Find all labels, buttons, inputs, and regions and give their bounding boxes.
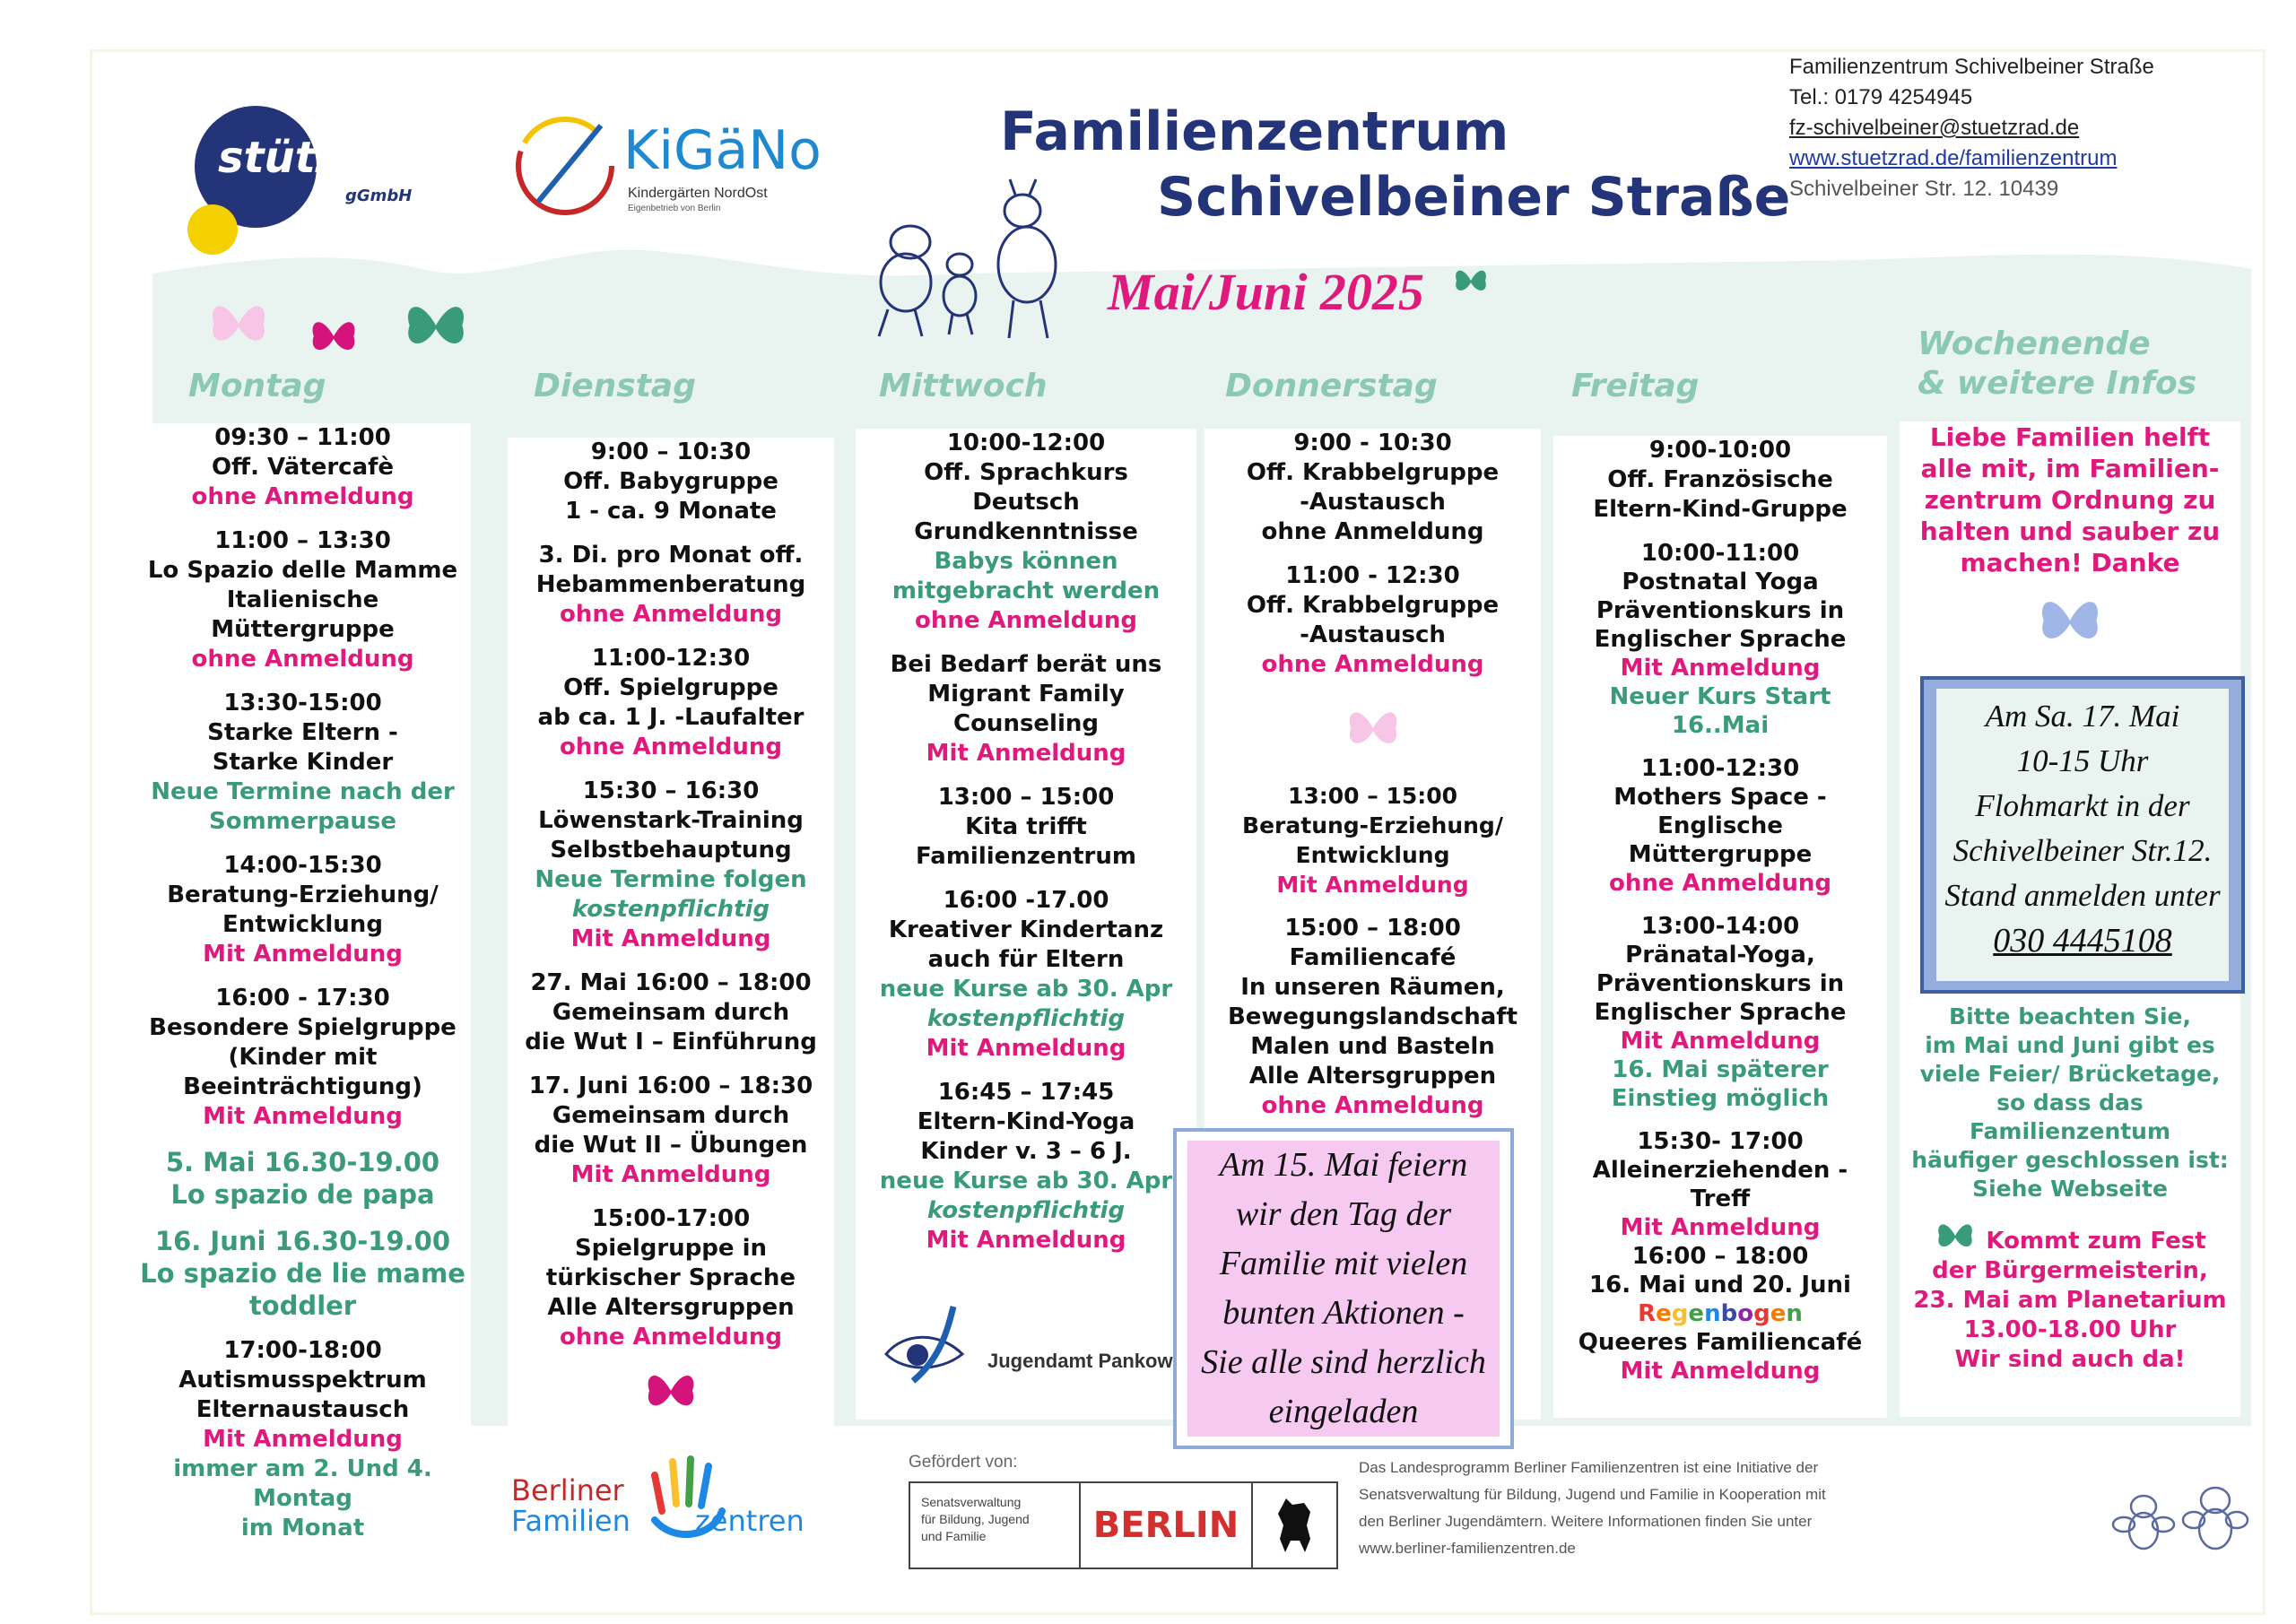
contact-phone: Tel.: 0179 4254945: [1789, 85, 1973, 109]
event-title: Off. Spielgruppe: [563, 674, 778, 701]
fest-line: [1900, 1218, 2240, 1256]
event-time: 27. Mai 16:00 – 18:00: [530, 969, 812, 996]
weekend-header-line1: Wochenende: [1918, 326, 2151, 362]
event-title: Selbstbehauptung: [550, 837, 792, 864]
event-time: 09:30 – 11:00: [214, 424, 391, 451]
event-time: 9:00 - 10:30: [1293, 430, 1452, 456]
butterfly-icon: [1344, 703, 1402, 753]
event-monday-1: [135, 423, 471, 512]
jugendamt-logo-mark: [877, 1305, 976, 1385]
event-time: 9:00-10:00: [1648, 437, 1792, 464]
appeal-line: halten und sauber zu: [1919, 517, 2221, 546]
event-time: 17. Juni 16:00 – 18:30: [528, 1073, 813, 1099]
event-thursday-2: [1205, 561, 1541, 680]
info-note: Sommerpause: [208, 808, 396, 835]
registration-note: Mit Anmeldung: [203, 941, 403, 968]
event-monday-8: [135, 1336, 471, 1543]
event-title: Entwicklung: [1295, 842, 1450, 868]
contact-website[interactable]: www.stuetzrad.de/familienzentrum: [1789, 146, 2118, 170]
jugendamt-label: Jugendamt Pankow: [987, 1350, 1173, 1372]
appeal-line: Liebe Familien helft: [1929, 422, 2211, 452]
page-title-line1: Familienzentrum: [1000, 100, 1509, 163]
fest-line-text: Kommt zum Fest: [1986, 1228, 2206, 1255]
event-title: Deutsch: [972, 489, 1080, 516]
fest-line: Wir sind auch da!: [1954, 1346, 2186, 1373]
info-note: neue Kurse ab 30. Apr: [879, 1168, 1173, 1194]
day-header-friday: Freitag: [1571, 368, 1700, 404]
event-thursday-1: [1205, 429, 1541, 547]
stuetzrad-sub: gGmbH: [345, 187, 413, 205]
flohmarkt-callout: [1920, 676, 2245, 994]
rainbow-letter: R: [1638, 1300, 1657, 1327]
berlin-wordmark: BERLIN: [1081, 1483, 1253, 1568]
event-friday-1: [1553, 436, 1887, 525]
event-time: 14:00-15:30: [223, 852, 382, 879]
registration-note: Mit Anmeldung: [203, 1103, 403, 1130]
event-title: Bewegungslandschaft: [1227, 1003, 1518, 1030]
info-note: neue Kurse ab 30. Apr: [879, 976, 1173, 1003]
period-heading: Mai/Juni 2025: [1108, 263, 1424, 321]
event-title: Familienzentrum: [916, 843, 1136, 870]
event-title: Off. Krabbelgruppe: [1246, 459, 1500, 486]
event-title: Lo spazio de papa: [170, 1179, 435, 1210]
contact-org: Familienzentrum Schivelbeiner Straße: [1789, 55, 2154, 79]
event-title: 1 - ca. 9 Monate: [565, 498, 777, 525]
butterfly-icon: [2034, 591, 2106, 650]
notice-line: viele Feier/ Brücketage,: [1919, 1061, 2221, 1087]
notice-line: so dass das: [1996, 1090, 2144, 1116]
kigano-wordmark: KiGäNo: [623, 119, 822, 182]
event-date: 16. Juni 16.30-19.00: [154, 1226, 451, 1256]
event-time: 16:00 – 18:00: [1631, 1243, 1809, 1270]
rainbow-letter: g: [1753, 1300, 1770, 1327]
contact-block: [1789, 52, 2154, 204]
event-title: Lo Spazio delle Mamme: [147, 557, 458, 584]
info-note: 16. Mai späterer: [1612, 1056, 1829, 1083]
rainbow-letter: e: [1770, 1300, 1787, 1327]
event-time: 10:00-12:00: [946, 430, 1106, 456]
column-tuesday: [508, 438, 834, 1429]
day-header-thursday: Donnerstag: [1225, 368, 1438, 404]
kigano-logo-mark: [511, 112, 628, 220]
event-title: Autismusspektrum: [178, 1367, 427, 1394]
family-day-line: wir den Tag der: [1235, 1195, 1452, 1233]
rainbow-letter: e: [1656, 1300, 1672, 1327]
column-friday: [1553, 436, 1887, 1418]
footer-note: [1359, 1455, 2005, 1562]
event-title: -Austausch: [1300, 621, 1446, 648]
event-title: Englischer Sprache: [1594, 999, 1847, 1026]
registration-note: Mit Anmeldung: [1620, 655, 1821, 682]
contact-email[interactable]: fz-schivelbeiner@stuetzrad.de: [1789, 116, 2080, 140]
fest-line: 13.00-18.00 Uhr: [1963, 1316, 2177, 1343]
event-friday-4: [1553, 912, 1887, 1113]
event-monday-5: [135, 984, 471, 1132]
jugendamt-logo: [877, 1305, 1173, 1385]
event-tuesday-6: [508, 1072, 834, 1190]
event-title: Postnatal Yoga: [1622, 569, 1819, 595]
fest-line: der Bürgermeisterin,: [1932, 1257, 2208, 1284]
rainbow-letter: e: [1688, 1300, 1705, 1327]
event-title: Off. Babygruppe: [563, 468, 778, 495]
flohmarkt-phone[interactable]: 030 4445108: [1993, 922, 2172, 960]
notice-line: Bitte beachten Sie,: [1949, 1003, 2191, 1029]
notice-line: im Mai und Juni gibt es: [1925, 1032, 2215, 1058]
event-title: Starke Eltern -: [207, 719, 398, 746]
berlin-bear-icon: [1253, 1483, 1336, 1568]
rainbow-letter: g: [1671, 1300, 1689, 1327]
flohmarkt-line: Schivelbeiner Str.12.: [1952, 833, 2213, 868]
event-title: Spielgruppe in: [574, 1235, 768, 1262]
cost-note: kostenpflichtig: [926, 1005, 1126, 1032]
event-title: Alle Altersgruppen: [1248, 1063, 1497, 1090]
registration-note: Mit Anmeldung: [570, 1161, 771, 1188]
day-header-weekend: [1918, 325, 2196, 404]
event-time: 15:00 – 18:00: [1284, 915, 1461, 942]
event-title: Off. Sprachkurs: [924, 459, 1128, 486]
flohmarkt-callout-body: [1936, 689, 2229, 981]
event-title: 3. Di. pro Monat off.: [538, 542, 804, 569]
event-title: Off. Vätercafè: [211, 454, 395, 481]
event-friday-3: [1553, 754, 1887, 898]
cost-note: kostenpflichtig: [571, 896, 770, 923]
event-time: 15:30- 17:00: [1637, 1128, 1804, 1155]
bug-icon: [2108, 1475, 2260, 1556]
event-title: Off. Französische: [1607, 466, 1833, 493]
event-title: Alle Altersgruppen: [547, 1294, 795, 1321]
event-time: 11:00-12:30: [591, 645, 751, 672]
footer-line: den Berliner Jugendämtern. Weitere Informationen finden Sie unter: [1359, 1513, 1813, 1530]
event-title: Eltern-Kind-Yoga: [917, 1108, 1135, 1135]
kigano-logo: [511, 112, 834, 220]
butterfly-icon: [399, 296, 473, 355]
event-title: ab ca. 1 J. -Laufalter: [537, 704, 804, 731]
event-monday-2: [135, 526, 471, 674]
event-time: 11:00 – 13:30: [214, 527, 391, 554]
event-title: Präventionskurs in: [1596, 970, 1845, 997]
butterfly-icon: [204, 296, 273, 352]
event-tuesday-5: [508, 968, 834, 1057]
stuetzrad-logo: [184, 106, 426, 258]
event-time: 16:45 – 17:45: [937, 1079, 1115, 1106]
event-date: 5. Mai 16.30-19.00: [165, 1147, 440, 1177]
event-title: Italienische Müttergruppe: [211, 586, 395, 643]
rainbow-letter: o: [1737, 1300, 1754, 1327]
event-title: Treff: [1690, 1185, 1751, 1212]
day-header-monday: Montag: [188, 368, 326, 404]
family-day-line: Familie mit vielen: [1219, 1245, 1468, 1282]
flohmarkt-line: 10-15 Uhr: [2016, 743, 2149, 778]
event-title: die Wut I – Einführung: [525, 1029, 817, 1055]
closure-notice: [1900, 1003, 2240, 1203]
butterfly-icon: [1453, 265, 1489, 297]
registration-note: Mit Anmeldung: [570, 925, 771, 952]
event-thursday-4: [1205, 914, 1541, 1121]
cost-note: kostenpflichtig: [926, 1197, 1126, 1224]
registration-note: ohne Anmeldung: [1261, 651, 1484, 678]
event-title: Eltern-Kind-Gruppe: [1593, 496, 1848, 523]
appeal-text: [1900, 421, 2240, 578]
event-time: 17:00-18:00: [223, 1337, 382, 1364]
berliner-familienzentren-logo: [511, 1448, 816, 1556]
event-title: -Austausch: [1300, 489, 1446, 516]
appeal-line: zentrum Ordnung zu: [1924, 485, 2216, 515]
event-title: Entwicklung: [222, 911, 383, 938]
event-title: Elternaustausch: [196, 1396, 410, 1423]
contact-address: Schivelbeiner Str. 12. 10439: [1789, 177, 2059, 201]
event-wednesday-3: [856, 783, 1196, 872]
fest-line: 23. Mai am Planetarium: [1913, 1287, 2227, 1314]
event-title: Hebammenberatung: [535, 571, 806, 598]
event-title: Müttergruppe: [1628, 841, 1813, 868]
family-day-line: Sie alle sind herzlich: [1201, 1343, 1486, 1381]
event-friday-5: [1553, 1127, 1887, 1385]
stuetzrad-wordmark: stützrad: [218, 133, 422, 183]
info-note: mitgebracht werden: [891, 578, 1161, 604]
registration-note: ohne Anmeldung: [1261, 1092, 1484, 1119]
event-title: Besondere Spielgruppe: [149, 1014, 457, 1041]
registration-note: ohne Anmeldung: [559, 1324, 783, 1350]
event-monday-3: [135, 689, 471, 837]
event-title: Mothers Space -: [1613, 784, 1827, 811]
event-tuesday-3: [508, 644, 834, 762]
event-tuesday-4: [508, 777, 834, 954]
weekend-notice: [1900, 1003, 2240, 1375]
event-tuesday-2: [508, 541, 834, 630]
registration-note: ohne Anmeldung: [1608, 870, 1832, 897]
event-thursday-3: [1205, 781, 1541, 899]
day-header-wednesday: Mittwoch: [879, 368, 1048, 404]
event-date: 16. Mai und 20. Juni: [1589, 1272, 1851, 1298]
event-title: Präventionskurs in: [1596, 597, 1845, 624]
rainbow-letter: n: [1704, 1300, 1721, 1327]
info-note: Neue Termine folgen: [535, 866, 807, 893]
event-wednesday-1: [856, 429, 1196, 636]
event-title: In unseren Räumen,: [1240, 974, 1505, 1001]
bear-icon: [1273, 1494, 1318, 1557]
event-title: Kinder v. 3 – 6 J.: [920, 1138, 1132, 1165]
registration-note: ohne Anmeldung: [559, 601, 783, 628]
event-wednesday-2: [856, 650, 1196, 769]
event-title: Migrant Family: [927, 681, 1125, 708]
registration-note: Mit Anmeldung: [1620, 1028, 1821, 1055]
event-title: türkischer Sprache: [545, 1264, 796, 1291]
registration-note: Mit Anmeldung: [203, 1426, 403, 1453]
bfz-line3: zentren: [695, 1504, 804, 1538]
event-title: die Wut II – Übungen: [534, 1132, 808, 1159]
notice-line: Siehe Webseite: [1972, 1176, 2168, 1202]
event-monday-7: [135, 1225, 471, 1322]
event-title: Counseling: [952, 710, 1100, 737]
butterfly-icon: [1934, 1218, 1977, 1254]
registration-note: Mit Anmeldung: [1276, 872, 1469, 898]
registration-note: Mit Anmeldung: [926, 740, 1126, 767]
kigano-sub: Kindergärten NordOst: [628, 186, 768, 201]
senate-line: Senatsverwaltung: [921, 1495, 1022, 1509]
rainbow-letter: b: [1720, 1300, 1738, 1327]
event-title: Gemeinsam durch: [552, 999, 790, 1026]
registration-note: ohne Anmeldung: [559, 734, 783, 760]
event-title: Beratung-Erziehung/: [167, 881, 439, 908]
event-time: 13:00 – 15:00: [1287, 783, 1458, 809]
info-note: Neue Termine nach der: [151, 778, 455, 805]
registration-note: Mit Anmeldung: [1620, 1214, 1821, 1241]
registration-note: Mit Anmeldung: [1620, 1358, 1821, 1385]
event-title: Gemeinsam durch: [552, 1102, 790, 1129]
event-time: 9:00 – 10:30: [590, 439, 752, 465]
column-monday: [135, 423, 471, 1558]
appeal-line: alle mit, im Familien-: [1920, 454, 2220, 483]
footer-line: Das Landesprogramm Berliner Familienzentren ist eine Initiative der: [1359, 1459, 1819, 1476]
event-time: 15:00-17:00: [591, 1205, 751, 1232]
event-friday-2: [1553, 539, 1887, 740]
registration-note: ohne Anmeldung: [191, 483, 414, 510]
footer-line: Senatsverwaltung für Bildung, Jugend und Familie in Kooperation mit: [1359, 1486, 1826, 1503]
info-note: immer am 2. Und 4. Montag: [173, 1455, 432, 1512]
event-title: Malen und Basteln: [1250, 1033, 1495, 1060]
info-note: im Monat: [240, 1515, 365, 1541]
senate-line: und Familie: [921, 1529, 987, 1543]
flohmarkt-line: Stand anmelden unter: [1944, 878, 2221, 913]
funding-label: Gefördert von:: [909, 1453, 1018, 1472]
registration-note: ohne Anmeldung: [191, 646, 414, 673]
registration-note: Mit Anmeldung: [926, 1035, 1126, 1062]
event-tuesday-1: [508, 438, 834, 526]
event-title: Löwenstark-Training: [538, 807, 804, 834]
event-title: Englischer Sprache: [1594, 626, 1847, 653]
flohmarkt-line: Flohmarkt in der: [1975, 788, 2190, 823]
senate-logo: [909, 1481, 1338, 1569]
fest-notice: [1900, 1218, 2240, 1375]
event-time: 10:00-11:00: [1640, 540, 1800, 567]
event-title: Beratung-Erziehung/: [1242, 812, 1503, 838]
event-title: Lo spazio de lie mame: [140, 1258, 465, 1289]
family-day-callout-body: [1187, 1141, 1500, 1437]
event-title: Bei Bedarf berät uns: [890, 651, 1162, 678]
kigano-sub2: Eigenbetrieb von Berlin: [628, 204, 721, 213]
event-monday-6: [135, 1146, 471, 1211]
event-tuesday-7: [508, 1204, 834, 1352]
event-time: 15:30 – 16:30: [582, 777, 760, 804]
bug-family-illustration: [852, 175, 1076, 345]
event-title: Kreativer Kindertanz: [888, 916, 1164, 943]
event-title: toddler: [248, 1290, 357, 1321]
event-title: (Kinder mit: [228, 1044, 378, 1071]
registration-note: Mit Anmeldung: [926, 1227, 1126, 1254]
flohmarkt-line: Am Sa. 17. Mai: [1985, 699, 2180, 734]
family-day-line: eingeladen: [1268, 1393, 1419, 1430]
event-wednesday-4: [856, 886, 1196, 1064]
event-title: ohne Anmeldung: [1261, 518, 1484, 545]
event-title: Beeinträchtigung): [183, 1073, 422, 1100]
page-title-line2: Schivelbeiner Straße: [1157, 166, 1791, 229]
event-title: Queeres Familiencafé: [1578, 1329, 1863, 1356]
column-wednesday: [856, 429, 1196, 1420]
event-title: Grundkenntnisse: [914, 518, 1138, 545]
event-title: Starke Kinder: [212, 749, 394, 776]
event-title: Off. Krabbelgruppe: [1246, 592, 1500, 619]
rainbow-letter: n: [1786, 1300, 1803, 1327]
family-day-line: bunten Aktionen -: [1222, 1294, 1465, 1332]
butterfly-icon: [307, 314, 361, 359]
event-time: 16:00 - 17:30: [215, 985, 390, 1012]
event-time: 11:00-12:30: [1640, 755, 1800, 782]
bfz-line2: Familien: [511, 1504, 631, 1538]
event-monday-4: [135, 851, 471, 969]
event-time: 13:00 – 15:00: [937, 784, 1115, 811]
footer-link[interactable]: www.berliner-familienzentren.de: [1359, 1540, 1576, 1557]
event-time: 11:00 - 12:30: [1285, 562, 1460, 589]
notice-line: häufiger geschlossen ist:: [1911, 1147, 2229, 1173]
appeal-line: machen! Danke: [1960, 548, 2180, 578]
info-note: 16..Mai: [1671, 712, 1770, 739]
family-day-line: Am 15. Mai feiern: [1219, 1146, 1468, 1184]
event-time: 13:30-15:00: [223, 690, 382, 716]
event-time: 13:00-14:00: [1640, 913, 1800, 940]
event-title: Englische: [1657, 812, 1783, 839]
senate-name: [910, 1483, 1081, 1568]
event-time: 16:00 -17.00: [943, 887, 1109, 914]
registration-note: ohne Anmeldung: [914, 607, 1138, 634]
event-title: Familiencafé: [1289, 944, 1457, 971]
senate-line: für Bildung, Jugend: [921, 1512, 1030, 1526]
info-note: Einstieg möglich: [1611, 1085, 1830, 1112]
event-title: Kita trifft: [965, 813, 1087, 840]
weekend-header-line2: & weitere Infos: [1918, 365, 2197, 402]
event-title: Pränatal-Yoga,: [1625, 942, 1815, 968]
event-title: auch für Eltern: [927, 946, 1125, 973]
rainbow-label: [1553, 1299, 1887, 1328]
notice-line: Familienzentum: [1969, 1118, 2171, 1144]
day-header-tuesday: Dienstag: [534, 368, 696, 404]
bfz-line1: Berliner: [511, 1473, 624, 1507]
family-day-callout: [1173, 1128, 1514, 1449]
info-note: Neuer Kurs Start: [1609, 683, 1831, 710]
butterfly-icon: [644, 1367, 698, 1415]
info-note: Babys können: [934, 548, 1118, 575]
event-title: Alleinerziehenden -: [1592, 1157, 1848, 1184]
event-wednesday-5: [856, 1078, 1196, 1255]
